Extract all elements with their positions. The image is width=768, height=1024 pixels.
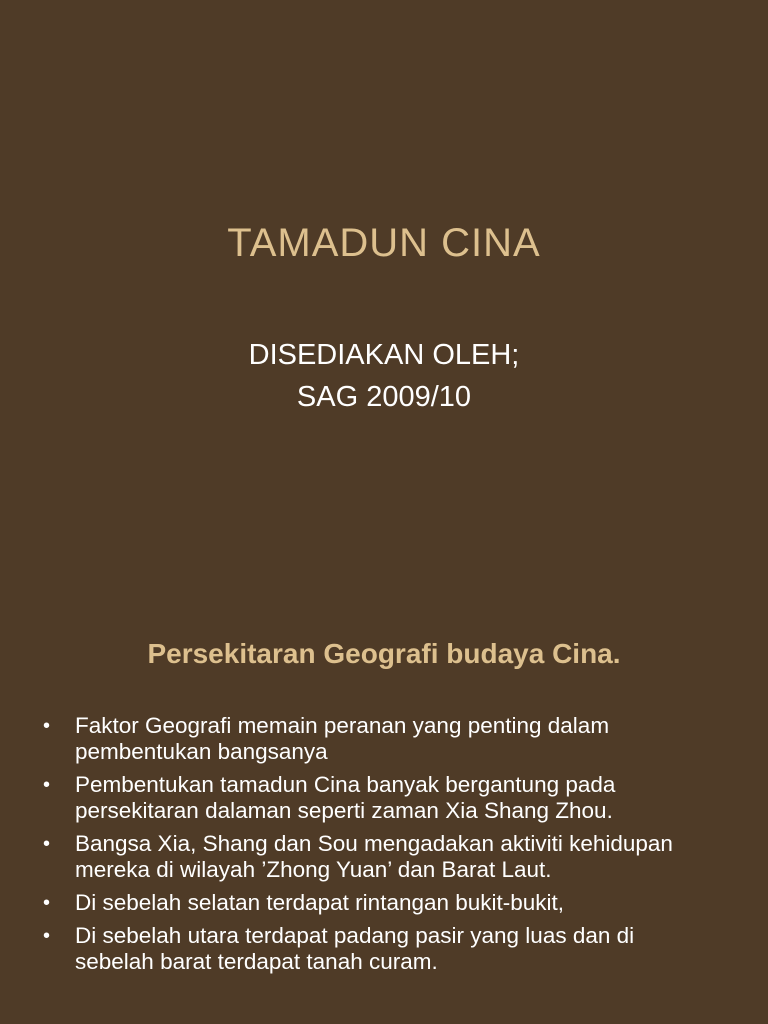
bullet-item	[0, 923, 768, 975]
bullet-icon: •	[43, 774, 51, 796]
bullet-text: Faktor Geografi memain peranan yang penting dalam pembentukan bangsanya	[75, 713, 610, 764]
bullet-item	[0, 772, 768, 824]
subtitle-line-group: SAG 2009/10	[296, 381, 472, 413]
slide-subtitle	[0, 334, 768, 418]
bullet-icon: •	[43, 925, 51, 947]
slide-heading: Persekitaran Geografi budaya Cina.	[147, 638, 621, 669]
bullet-text: Pembentukan tamadun Cina banyak bergantung pada persekitaran dalaman seperti zaman Xia Shang Zhou.	[75, 772, 616, 823]
bullet-item	[0, 890, 768, 916]
bullet-text: Bangsa Xia, Shang dan Sou mengadakan aktiviti kehidupan mereka di wilayah ’Zhong Yuan’ dan Barat Laut.	[75, 831, 673, 882]
slide-title: TAMADUN CINA	[227, 221, 541, 265]
bullet-item	[0, 713, 768, 765]
bullet-icon: •	[43, 715, 51, 737]
bullet-item	[0, 831, 768, 883]
content-slide	[0, 576, 768, 1024]
subtitle-line-prepared-by: DISEDIAKAN OLEH;	[248, 339, 520, 371]
bullet-text: Di sebelah selatan terdapat rintangan bukit-bukit,	[75, 890, 565, 915]
bullet-icon: •	[43, 833, 51, 855]
bullet-text: Di sebelah utara terdapat padang pasir yang luas dan di sebelah barat terdapat tanah curam.	[75, 923, 635, 974]
bullet-icon: •	[43, 892, 51, 914]
bullet-list	[0, 713, 768, 982]
